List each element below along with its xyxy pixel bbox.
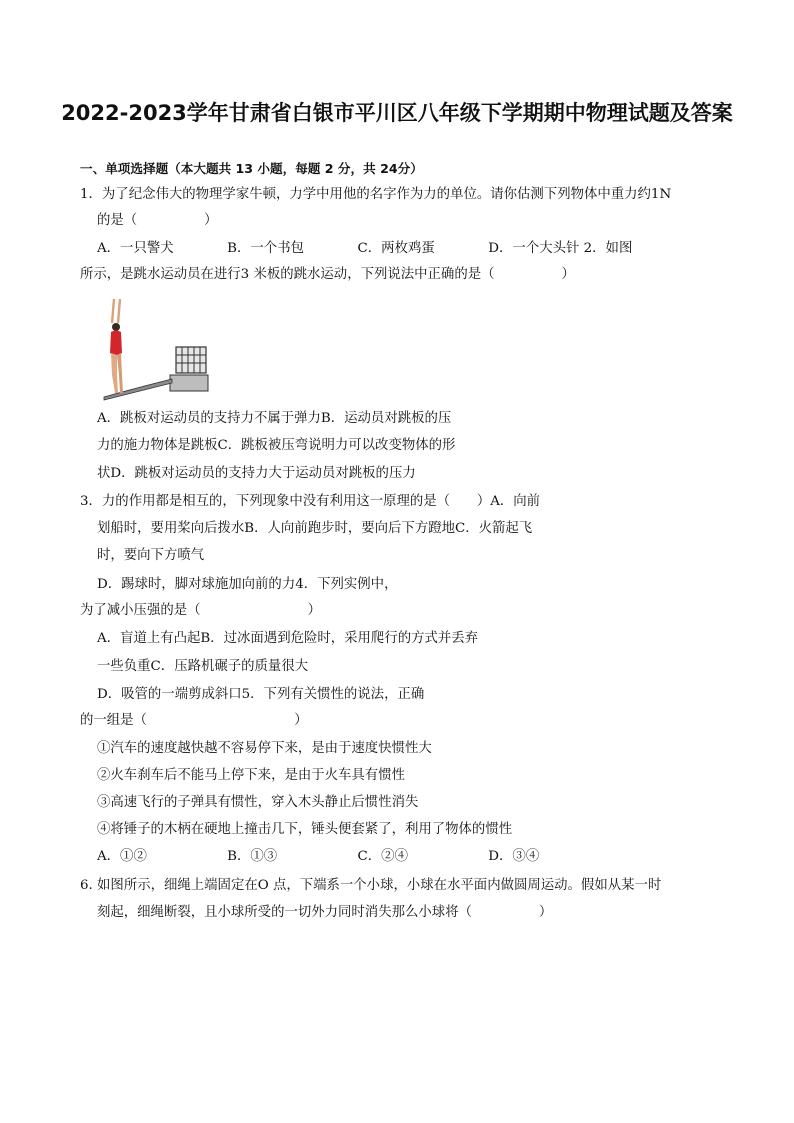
section-heading: 一、单项选择题（本大题共 13 小题，每题 2 分，共 24分）	[80, 161, 423, 176]
question-4-option-d: D．吸管的一端剪成斜口5．下列有关惯性的说法，正确	[97, 687, 425, 702]
document-title: 2022-2023学年甘肃省白银市平川区八年级下学期期中物理试题及答案	[61, 101, 733, 125]
question-4-option-c: 一些负重C．压路机碾子的质量很大	[97, 659, 309, 674]
question-5-statement-4: ④将锤子的木柄在硬地上撞击几下，锤头便套紧了，利用了物体的惯性	[97, 822, 513, 837]
question-4-options-ab: A．盲道上有凸起B．过冰面遇到危险时，采用爬行的方式并丢弃	[97, 631, 479, 646]
question-5-stem: 的一组是（ ）	[80, 713, 308, 728]
question-1-options: A．一只警犬 B．一个书包 C．两枚鸡蛋 D．一个大头针 2．如图	[97, 241, 633, 256]
question-3-option-d: D．踢球时，脚对球施加向前的力4．下列实例中，	[97, 577, 398, 592]
question-5-options: A．①② B．①③ C．②④ D．③④	[97, 849, 540, 864]
question-2-option-c: 状D．跳板对运动员的支持力大于运动员对跳板的压力	[97, 466, 416, 481]
question-4-stem: 为了减小压强的是（ ）	[80, 603, 322, 618]
question-6-stem-cont: 刻起，细绳断裂，且小球所受的一切外力同时消失那么小球将（ ）	[97, 905, 553, 920]
question-1-stem-cont: 的是（ ）	[97, 213, 218, 228]
question-3-options-ab: 划船时，要用桨向后拨水B．人向前跑步时，要向后下方蹬地C．火箭起飞	[97, 521, 533, 536]
question-5-statement-1: ①汽车的速度越快越不容易停下来，是由于速度快惯性大	[97, 741, 432, 756]
question-2-option-a: A．跳板对运动员的支持力不属于弹力B．运动员对跳板的压	[97, 411, 452, 426]
question-3-option-c: 时，要向下方喷气	[97, 548, 205, 563]
question-2-option-b: 力的施力物体是跳板C．跳板被压弯说明力可以改变物体的形	[97, 438, 456, 453]
question-5-statement-2: ②火车刹车后不能马上停下来，是由于火车具有惯性	[97, 768, 405, 783]
diver-illustration	[100, 295, 210, 403]
question-6-stem: 6. 如图所示，细绳上端固定在O 点，下端系一个小球，小球在水平面内做圆周运动。假如从某一时	[80, 878, 662, 893]
question-2-stem: 所示，是跳水运动员在进行3 米板的跳水运动，下列说法中正确的是（ ）	[80, 267, 575, 282]
question-3-stem: 3．力的作用都是相互的，下列现象中没有利用这一原理的是（ ）A．向前	[80, 494, 541, 509]
question-1-stem: 1．为了纪念伟大的物理学家牛顿，力学中用他的名字作为力的单位。请你估测下列物体中重力约1N	[80, 187, 672, 202]
diving-board-figure	[100, 295, 210, 403]
question-5-statement-3: ③高速飞行的子弹具有惯性，穿入木头静止后惯性消失	[97, 795, 419, 810]
